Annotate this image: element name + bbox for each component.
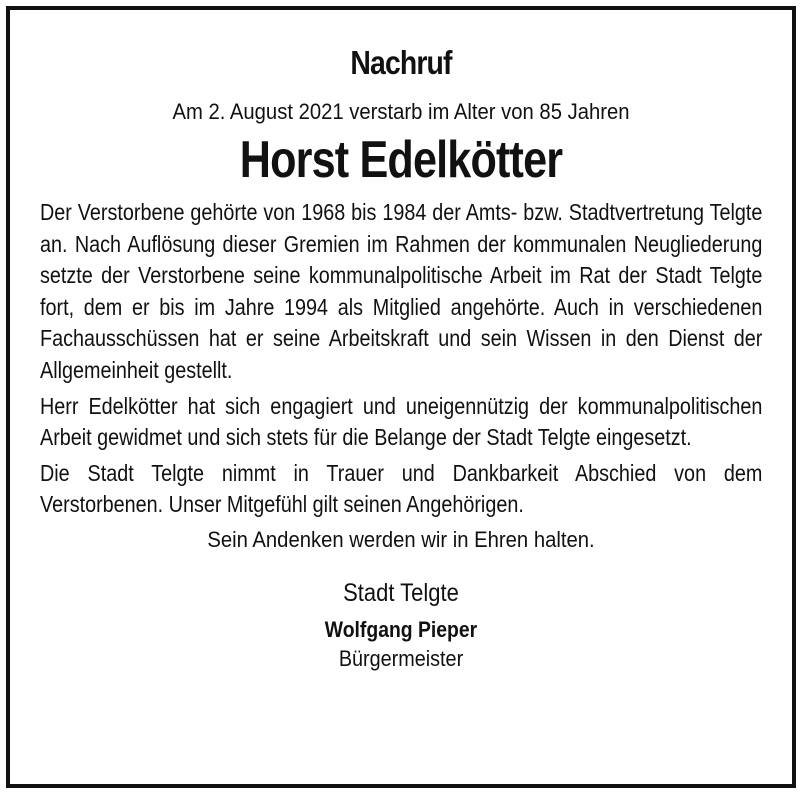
city-name: Stadt Telgte — [343, 578, 459, 607]
paragraph-service: Der Verstorbene gehörte von 1968 bis 1984 der Amts- bzw. Stadtvertretung Telgte an. Nach Auflösung dieser Gremien im Rahmen der kommunalen Neugliederung setzte der Verstorbene seine kommunalpolitische Arbeit im Rat der Stadt Telgte fort, dem er bis im Jahre 1994 als Mitglied angehörte. Auch in verschiedenen Fachausschüssen hat er seine Arbeitskraft und sein Wissen in den Dienst der Allgemeinheit gestellt. — [40, 199, 763, 383]
death-date-line: Am 2. August 2021 verstarb im Alter von 85 Jahren — [172, 99, 630, 124]
obituary-frame — [6, 6, 796, 788]
notice-heading: Nachruf — [350, 44, 452, 81]
signer-name: Wolfgang Pieper — [324, 616, 478, 642]
closing-line: Sein Andenken werden wir in Ehren halten. — [207, 526, 595, 552]
obituary-content — [10, 10, 792, 784]
paragraph-engagement: Herr Edelkötter hat sich engagiert und uneigennützig der kommunalpolitischen Arbeit gewidmet und sich stets für die Belange der Stadt Telgte eingesetzt. — [40, 392, 763, 451]
paragraph-condolence: Die Stadt Telgte nimmt in Trauer und Dankbarkeit Abschied von dem Verstorbenen. Unser Mitgefühl gilt seinen Angehörigen. — [40, 459, 763, 518]
signer-role: Bürgermeister — [338, 645, 464, 671]
deceased-name: Horst Edelkötter — [239, 131, 563, 189]
body-text — [40, 197, 762, 521]
